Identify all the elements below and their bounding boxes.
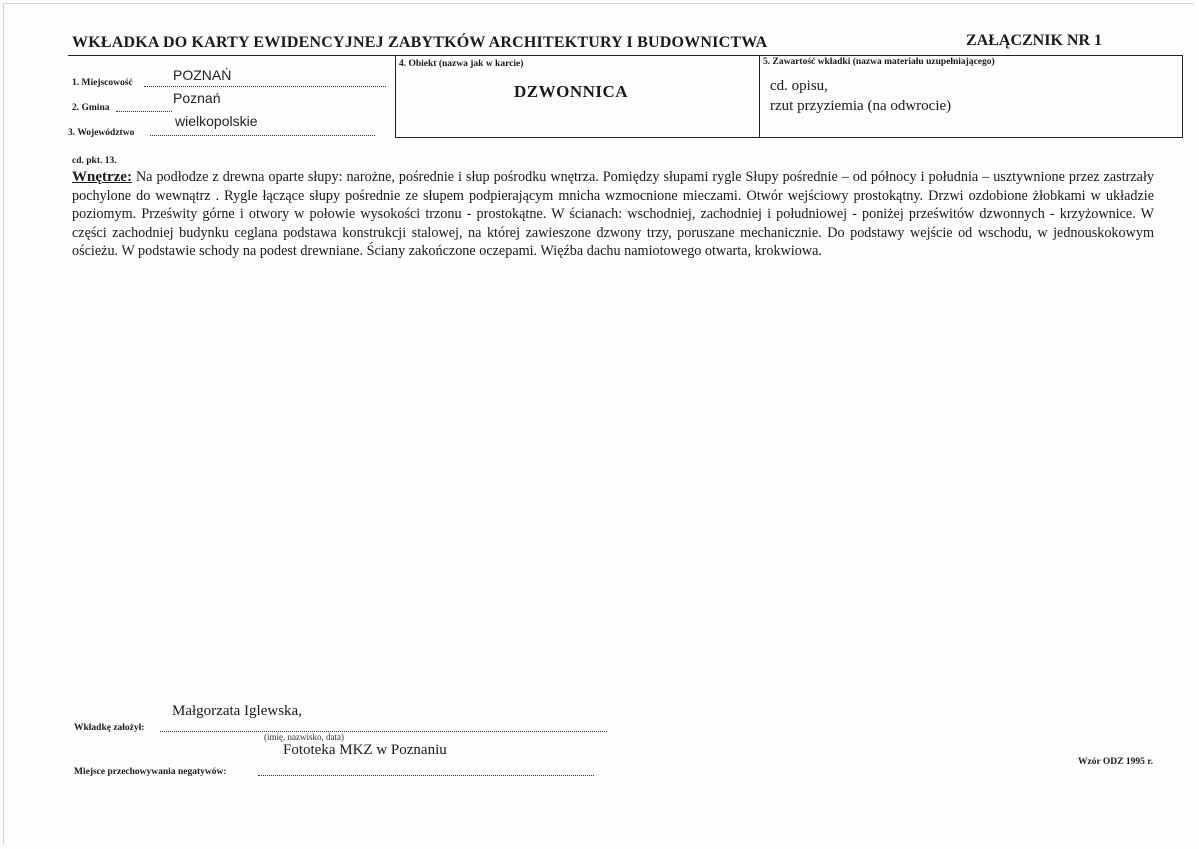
- contents-line-1: cd. opisu,: [770, 78, 828, 94]
- description-heading: Wnętrze:: [72, 169, 132, 185]
- object-name: DZWONNICA: [514, 82, 629, 101]
- box-divider-right: [1182, 56, 1183, 138]
- contents-label: 5. Zawartość wkładki (nazwa materiału uzupełniającego): [763, 57, 995, 67]
- author-name: Małgorzata Iglewska,: [172, 703, 302, 719]
- box-bottom-rule: [395, 137, 1183, 138]
- description-text: Na podłodze z drewna oparte słupy: narożne, pośrednie i słup pośrodku wnętrza. Pomiędzy słupami rygle Słupy pośrednie – od północy i południa – usztywnione przez zastrzały pochylone do wewnątrz . Rygle łączące słupy pośrednie ze słupem podpierającym mnicha wzmocnione mieczami. Otwór wejściowy prostokątny. Drzwi ozdobione żłobkami w układzie poziomym. Prześwity górne i otwory w połowie wysokości trzonu - prostokątne. W ścianach: wschodniej, zachodniej i południowej - poniżej prześwitów dzwonnych - krzyżownice. W części zachodniej budynku ceglana podstawa konstrukcji stalowej, na której zawieszone dzwony trzy, poruszane mechanicznie. Do podstawy wejście od wschodu, w jednouskokowym ościeżu. W podstawie schody na podest drewniane. Ściany zakończone oczepami. Więźba dachu namiotowego otwarta, krokwiowa.: [72, 169, 1154, 260]
- wojewodztwo-label: 3. Województwo: [68, 128, 135, 138]
- wojewodztwo-value: wielkopolskie: [175, 113, 258, 129]
- document-title: WKŁADKA DO KARTY EWIDENCYJNEJ ZABYTKÓW ARCHITEKTURY I BUDOWNICTWA: [72, 34, 768, 51]
- miejscowosc-dotted-line: [144, 86, 386, 87]
- contents-block: [770, 76, 951, 116]
- gmina-label: 2. Gmina: [72, 103, 110, 113]
- form-template-id: Wzór ODZ 1995 r.: [1078, 757, 1153, 767]
- wojewodztwo-dotted-line: [150, 135, 375, 136]
- annex-number: ZAŁĄCZNIK NR 1: [966, 32, 1103, 49]
- zalozyl-caption: (imię, nazwisko, data): [264, 732, 344, 742]
- archive-location: Fototeka MKZ w Poznaniu: [283, 742, 447, 758]
- miejscowosc-label: 1. Miejscowość: [72, 78, 133, 88]
- miejscowosc-value: POZNAŃ: [173, 67, 232, 83]
- description-body: [72, 168, 1154, 261]
- box-divider-left: [395, 56, 396, 138]
- gmina-dotted-line: [116, 111, 172, 112]
- object-label: 4. Obiekt (nazwa jak w karcie): [399, 59, 524, 69]
- continuation-reference: cd. pkt. 13.: [72, 156, 117, 166]
- archive-label: Miejsce przechowywania negatywów:: [74, 767, 227, 777]
- contents-line-2: rzut przyziemia (na odwrocie): [770, 98, 952, 114]
- gmina-value: Poznań: [173, 90, 221, 106]
- zalozyl-label: Wkładkę założył:: [74, 723, 145, 733]
- zalozyl-dotted-line: [160, 731, 607, 732]
- archive-dotted-line: [258, 775, 594, 776]
- header-rule: [68, 55, 1183, 56]
- box-divider-middle: [759, 56, 760, 138]
